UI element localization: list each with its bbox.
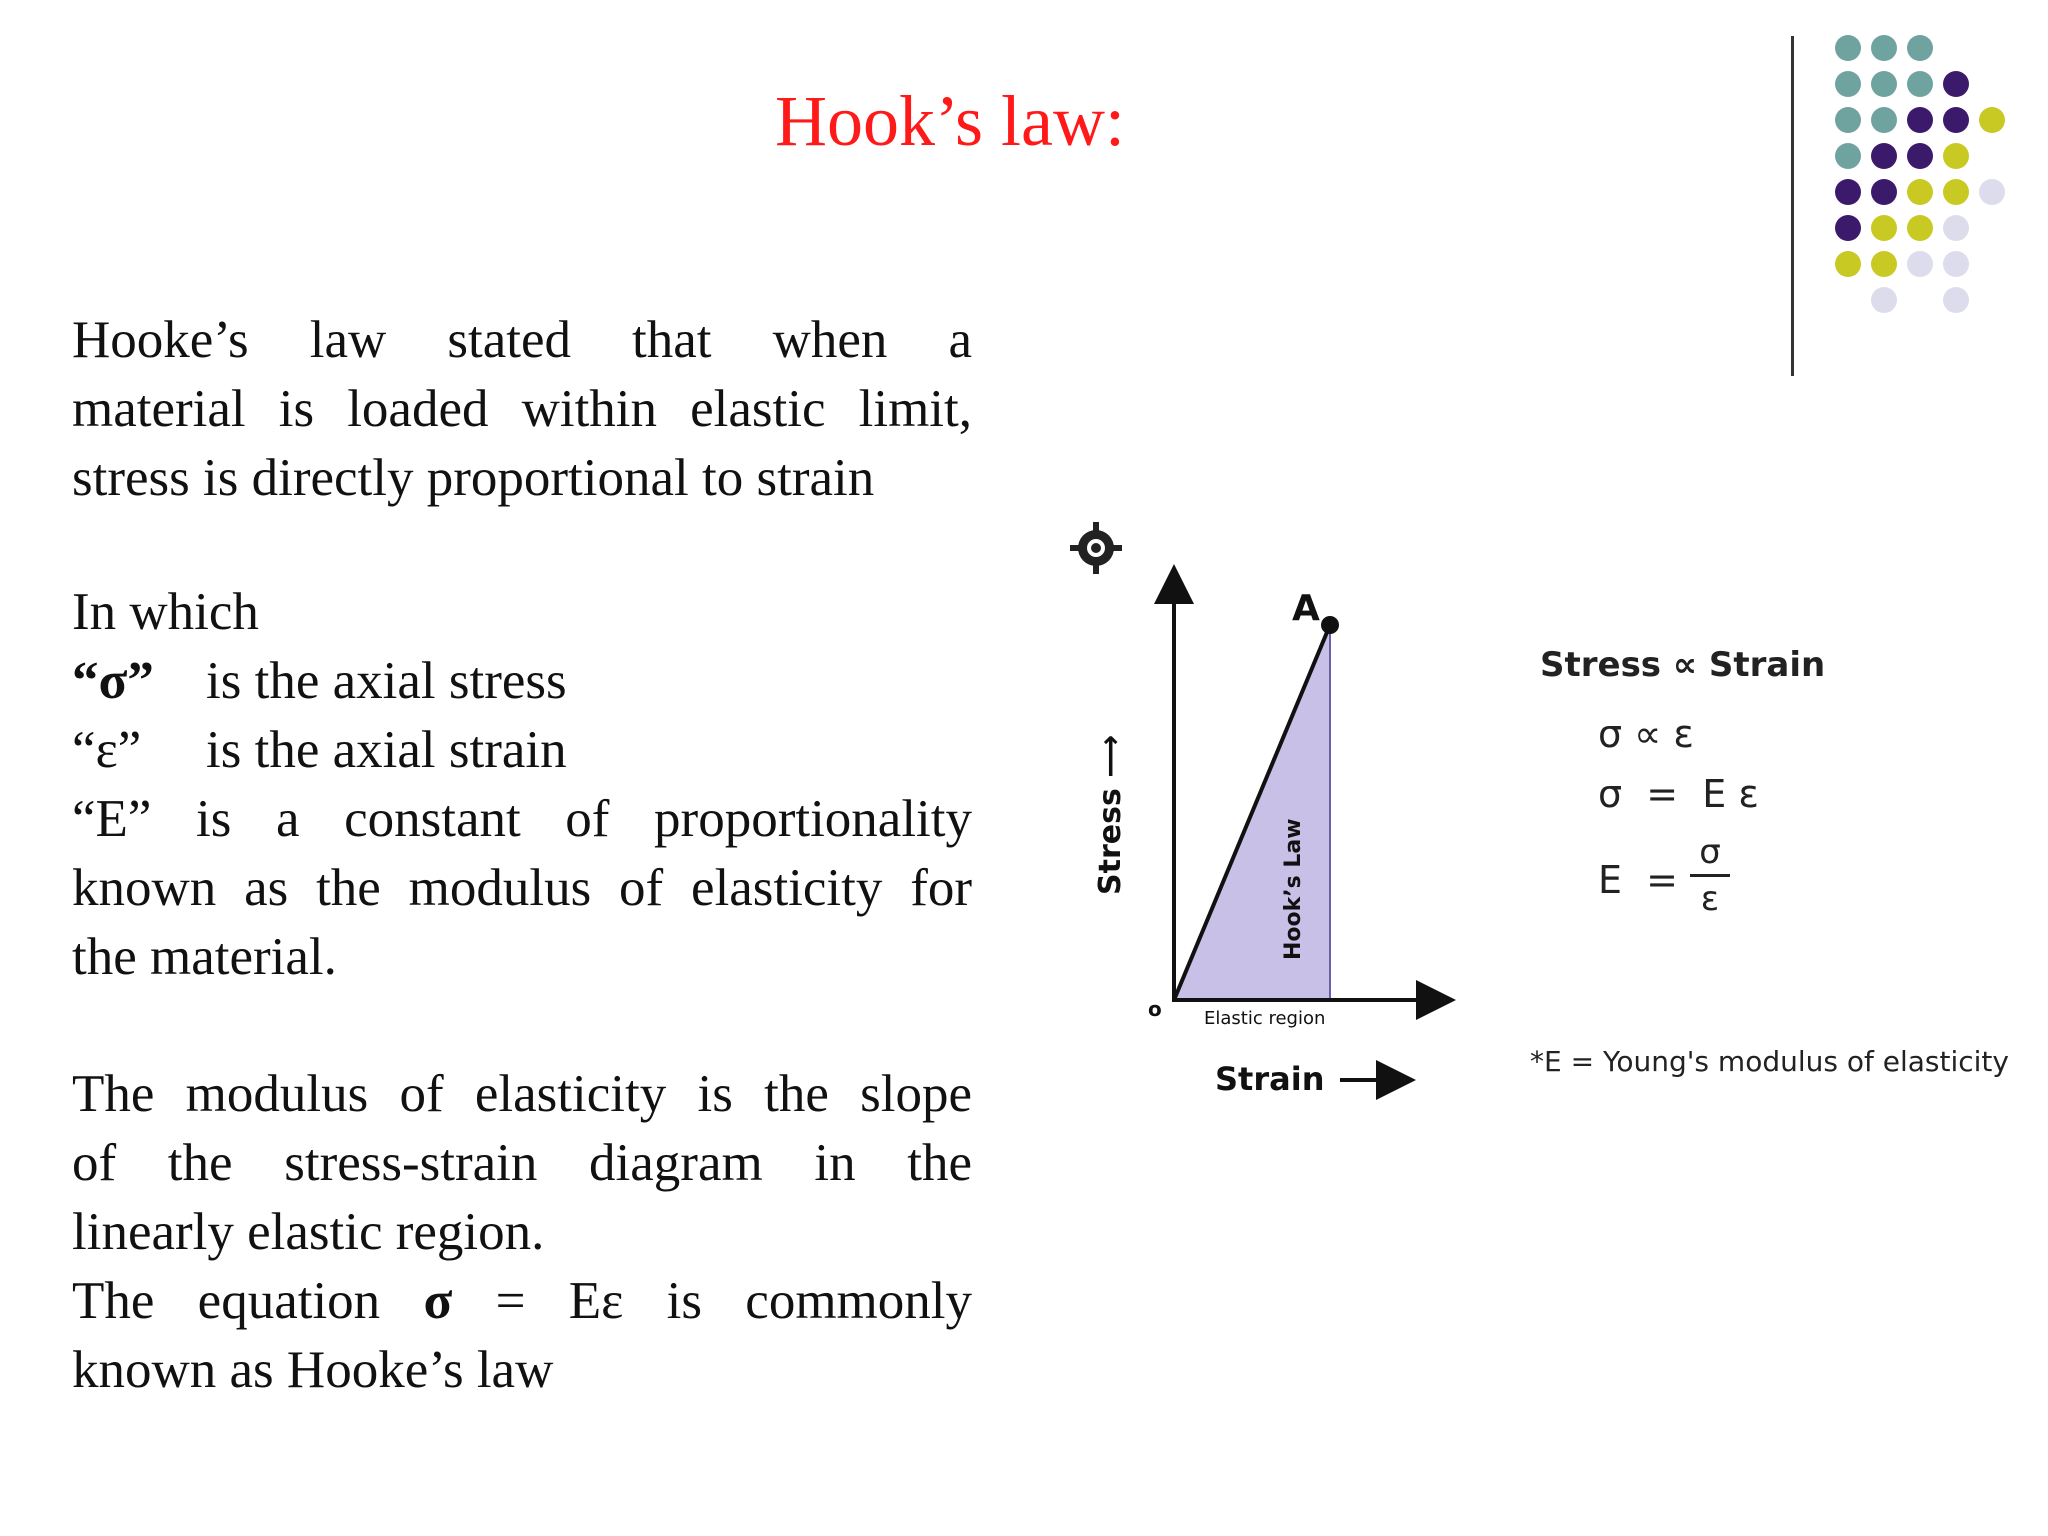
e-text: is a constant of proportionality	[196, 790, 972, 848]
decor-dot	[1835, 251, 1861, 277]
point-a-label: A	[1292, 588, 1320, 629]
decor-dot	[1979, 179, 2005, 205]
decor-dot	[1907, 215, 1933, 241]
region-fill-label: Hook’s Law	[1281, 818, 1306, 960]
epsilon-definition	[72, 716, 972, 785]
sigma-symbol: “σ”	[72, 652, 154, 710]
equation-sigma: σ	[423, 1272, 453, 1330]
decor-dot	[1871, 179, 1897, 205]
word: that	[632, 311, 712, 369]
fraction-denominator: ε	[1700, 879, 1720, 919]
equation-line-1	[72, 1267, 972, 1336]
origin-label: o	[1148, 997, 1162, 1021]
statement-line-3: stress is directly proportional to strain	[72, 449, 875, 507]
decor-dot	[1907, 71, 1933, 97]
point-a-marker	[1321, 616, 1339, 634]
word: a	[948, 311, 973, 369]
formula-e-lhs: E =	[1598, 858, 1679, 902]
decor-dot	[1907, 251, 1933, 277]
decor-dot	[1943, 287, 1969, 313]
sigma-text: is the axial stress	[206, 652, 567, 710]
word: law	[309, 311, 387, 369]
slope-paragraph	[72, 1060, 972, 1267]
word: when	[772, 311, 888, 369]
equation-line-2: known as Hooke’s law	[72, 1341, 554, 1399]
decor-dot	[1907, 107, 1933, 133]
hookes-law-statement	[72, 306, 972, 513]
e-definition-line-1	[72, 785, 972, 854]
slide-title: Hook’s law:	[775, 81, 1125, 161]
decor-dot	[1907, 179, 1933, 205]
formula-sigma-prop-epsilon: σ ∝ ε	[1598, 712, 1694, 756]
statement-line-1	[72, 306, 972, 375]
slope-line-2: of the stress-strain diagram in the	[72, 1134, 972, 1192]
slope-line-3: linearly elastic region.	[72, 1203, 545, 1261]
decor-dot	[1907, 143, 1933, 169]
decor-dot	[1871, 215, 1897, 241]
x-axis-label: Strain	[1215, 1060, 1325, 1098]
decor-dot	[1871, 287, 1897, 313]
decor-dot	[1943, 215, 1969, 241]
epsilon-symbol: “ε”	[72, 721, 142, 779]
gear-icon	[1070, 522, 1122, 574]
equation-end: is commonly	[666, 1272, 972, 1330]
e-definition-line-3: the material.	[72, 928, 337, 986]
decor-dot	[1871, 35, 1897, 61]
e-definition-line-2: known as the modulus of elasticity for	[72, 859, 972, 917]
decor-dot	[1871, 251, 1897, 277]
decor-dot	[1943, 107, 1969, 133]
word: stated	[447, 311, 571, 369]
y-axis-label: Stress ⟶	[1093, 734, 1128, 895]
word: Hooke’s	[72, 311, 249, 369]
formula-stress-prop-strain: Stress ∝ Strain	[1540, 645, 1826, 685]
decor-dot	[1907, 35, 1933, 61]
sigma-definition	[72, 647, 972, 716]
decor-dot	[1835, 215, 1861, 241]
decor-dot	[1835, 35, 1861, 61]
fraction-numerator: σ	[1699, 832, 1721, 872]
decor-dot	[1943, 179, 1969, 205]
formula-sigma-equals-e-epsilon: σ = E ε	[1598, 772, 1759, 816]
statement-line-2: material is loaded within elastic limit,	[72, 380, 972, 438]
definitions-intro: In which	[72, 583, 259, 641]
slope-line-1: The modulus of elasticity is the slope	[72, 1065, 972, 1123]
fraction-bar	[1690, 874, 1730, 877]
decor-dot	[1943, 143, 1969, 169]
decor-dot	[1835, 179, 1861, 205]
definitions-block	[72, 578, 972, 992]
equation-start: The equation	[72, 1272, 381, 1330]
equation-rhs: = Eε	[495, 1272, 624, 1330]
formula-fraction	[1690, 832, 1730, 919]
e-symbol: “E”	[72, 790, 152, 848]
young-modulus-footnote: *E = Young's modulus of elasticity	[1530, 1045, 2009, 1078]
decor-dot	[1943, 251, 1969, 277]
equation-paragraph	[72, 1267, 972, 1405]
region-label: Elastic region	[1204, 1008, 1326, 1029]
decor-dot	[1943, 71, 1969, 97]
decor-dot	[1979, 107, 2005, 133]
epsilon-text: is the axial strain	[206, 721, 567, 779]
